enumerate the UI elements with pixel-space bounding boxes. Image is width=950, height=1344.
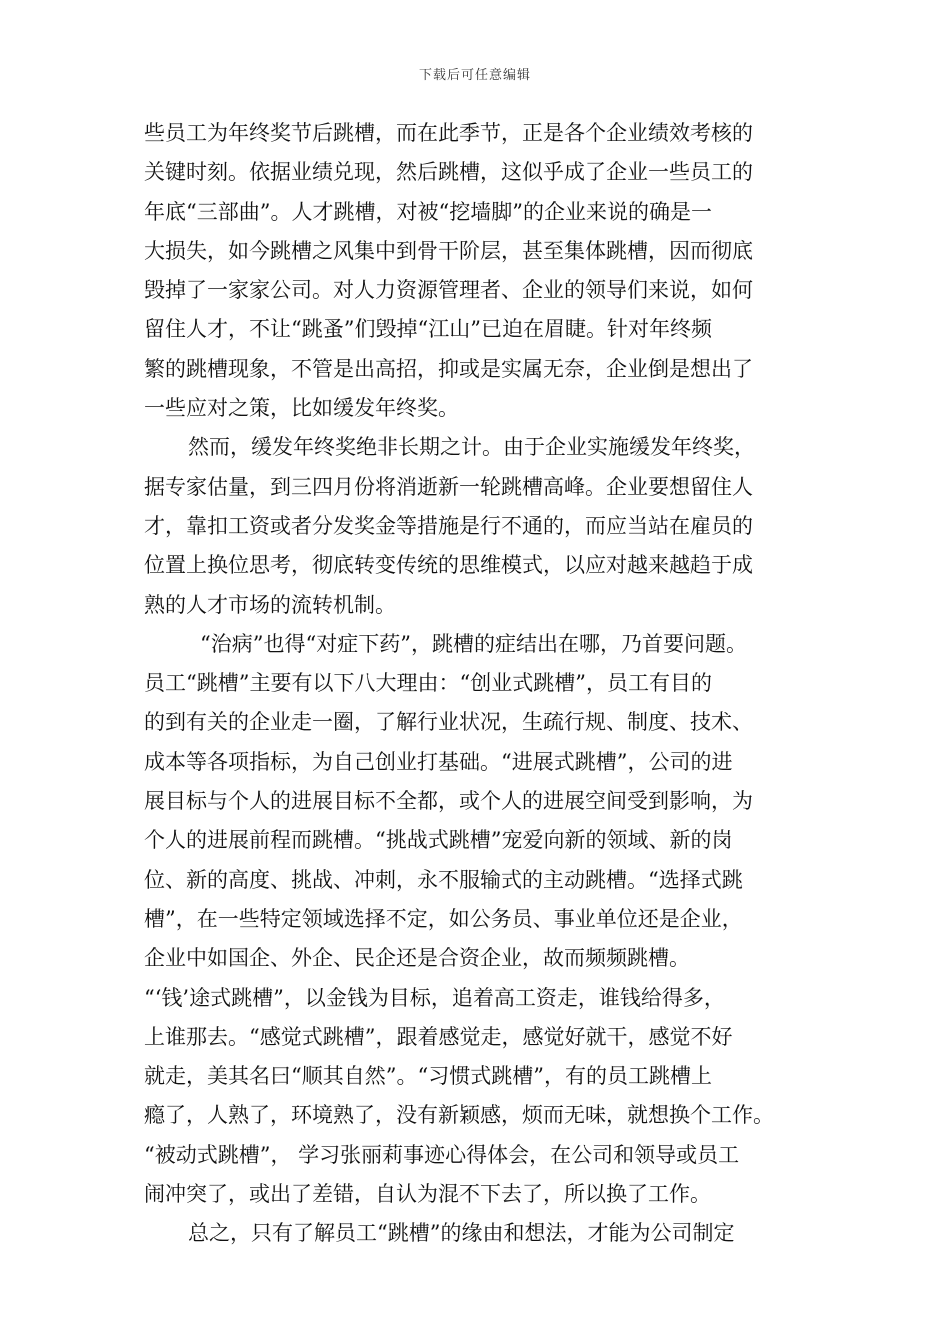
text-line: 员工“跳槽”主要有以下八大理由：“创业式跳槽”，员工有目的 [144, 671, 712, 696]
text-line: 闹冲突了，或出了差错，自认为混不下去了，所以换了工作。 [144, 1182, 711, 1207]
text-line: 熟的人才市场的流转机制。 [144, 592, 396, 617]
text-line: 才，靠扣工资或者分发奖金等措施是行不通的，而应当站在雇员的 [144, 513, 753, 538]
text-line: 上谁那去。“感觉式跳槽”，跟着感觉走，感觉好就干，感觉不好 [144, 1024, 733, 1049]
text-line: 位置上换位思考，彻底转变传统的思维模式，以应对越来越趋于成 [144, 553, 753, 578]
text-line: 毁掉了一家家公司。对人力资源管理者、企业的领导们来说，如何 [144, 278, 753, 303]
text-line: 大损失，如今跳槽之风集中到骨干阶层，甚至集体跳槽，因而彻底 [144, 238, 753, 263]
text-line: 些员工为年终奖节后跳槽，而在此季节，正是各个企业绩效考核的 [144, 121, 753, 145]
text-line: 瘾了，人熟了，环境熟了，没有新颖感，烦而无味，就想换个工作。 [144, 1103, 774, 1128]
text-line: 槽”，在一些特定领域选择不定，如公务员、事业单位还是企业， [144, 906, 743, 931]
text-line: 的到有关的企业走一圈，了解行业状况，生疏行规、制度、技术、 [144, 710, 753, 735]
text-line: 繁的跳槽现象，不管是出高招，抑或是实属无奈，企业倒是想出了 [144, 356, 753, 381]
document-body [144, 114, 824, 1254]
text-line: 展目标与个人的进展目标不全都，或个人的进展空间受到影响，为 [144, 789, 753, 814]
page-header: 下载后可任意编辑 [418, 68, 531, 83]
text-line: 就走，美其名曰“顺其自然”。“习惯式跳槽”，有的员工跳槽上 [144, 1064, 712, 1089]
text-line: 成本等各项指标，为自己创业打基础。“进展式跳槽”，公司的进 [144, 749, 733, 774]
text-line: 企业中如国企、外企、民企还是合资企业，故而频频跳槽。 [144, 946, 690, 971]
text-line: “‘钱’途式跳槽”，以金钱为目标，追着高工资走，谁钱给得多， [144, 985, 725, 1010]
text-line: 个人的进展前程而跳槽。“挑战式跳槽”宠爱向新的领域、新的岗 [144, 828, 733, 853]
paragraph-start-line: 总之，只有了解员工“跳槽”的缘由和想法，才能为公司制定 [188, 1221, 735, 1246]
paragraph-start-line: 然而，缓发年终奖绝非长期之计。由于企业实施缓发年终奖， [188, 435, 755, 460]
text-line: 据专家估量，到三四月份将消逝新一轮跳槽高峰。企业要想留住人 [144, 474, 753, 499]
paragraph-start-line: “治病”也得“对症下药”，跳槽的症结出在哪，乃首要问题。 [200, 631, 747, 656]
text-line: 关键时刻。依据业绩兑现，然后跳槽，这似乎成了企业一些员工的 [144, 160, 753, 185]
text-line: 留住人才，不让“跳蚤”们毁掉“江山”已迫在眉睫。针对年终频 [144, 317, 712, 342]
text-line: 位、新的高度、挑战、冲刺，永不服输式的主动跳槽。“选择式跳 [144, 867, 743, 892]
text-line: 年底“三部曲”。人才跳槽，对被“挖墙脚”的企业来说的确是一 [144, 199, 712, 224]
text-line: 一些应对之策，比如缓发年终奖。 [144, 396, 459, 421]
text-line: “被动式跳槽”， 学习张丽莉事迹心得体会，在公司和领导或员工 [144, 1142, 740, 1167]
